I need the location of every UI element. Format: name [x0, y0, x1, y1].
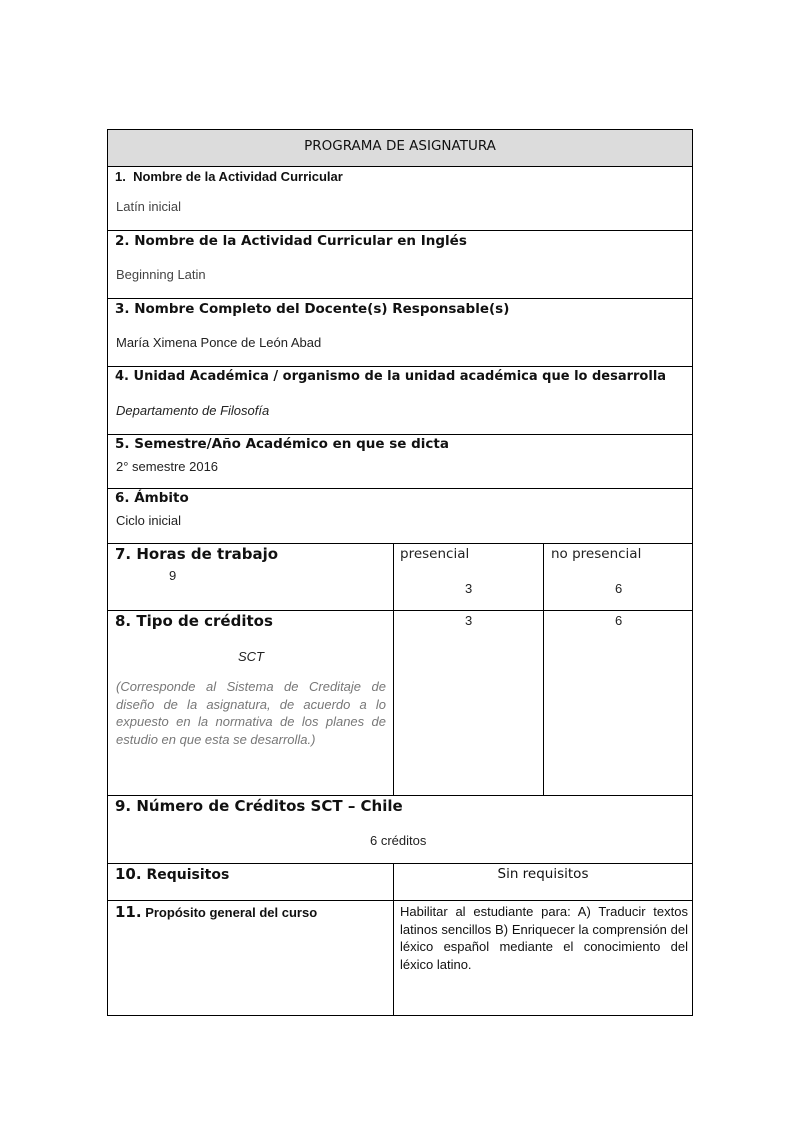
- section-number: 7.: [115, 545, 132, 563]
- section-label: Horas de trabajo: [136, 545, 279, 563]
- section-9-heading: [115, 797, 403, 815]
- section-6-value: Ciclo inicial: [116, 513, 182, 528]
- section-label: Nombre Completo del Docente(s) Responsable(s): [134, 301, 510, 317]
- section-1-heading: [115, 169, 343, 184]
- no-presencial-label: no presencial: [551, 546, 642, 562]
- section-8-col2-value: 3: [465, 613, 473, 628]
- section-3: [108, 299, 692, 367]
- section-2-value: Beginning Latin: [116, 267, 206, 282]
- section-8-main: [108, 611, 393, 795]
- section-number: 5.: [115, 436, 130, 452]
- section-label: Requisitos: [146, 867, 230, 883]
- section-label: Tipo de créditos: [136, 612, 273, 630]
- section-10-heading: [115, 865, 229, 883]
- section-8: [108, 611, 692, 796]
- no-presencial-cell: [543, 544, 692, 610]
- section-8-col3: [543, 611, 692, 795]
- section-7-heading: [115, 545, 278, 563]
- section-3-value: María Ximena Ponce de León Abad: [116, 335, 322, 350]
- section-11-value-cell: [393, 901, 692, 1016]
- section-9-value: 6 créditos: [370, 833, 427, 848]
- section-4: [108, 367, 692, 435]
- no-presencial-value: 6: [615, 581, 623, 596]
- section-3-heading: [115, 301, 509, 317]
- presencial-value: 3: [465, 581, 473, 596]
- section-10-value-cell: [393, 864, 692, 900]
- section-7-value: 9: [169, 568, 177, 583]
- section-label: Unidad Académica / organismo de la unidad académica que lo desarrolla: [133, 369, 667, 384]
- section-11-heading: [115, 903, 317, 921]
- section-label: Número de Créditos SCT – Chile: [136, 797, 403, 815]
- section-label: Propósito general del curso: [145, 905, 318, 920]
- section-1: [108, 167, 692, 231]
- table-header: [108, 130, 692, 167]
- section-10-value: Sin requisitos: [497, 866, 589, 882]
- section-5: [108, 435, 692, 489]
- section-11: [108, 901, 692, 1016]
- section-number: 10.: [115, 865, 142, 883]
- section-label: Semestre/Año Académico en que se dicta: [134, 436, 449, 452]
- section-number: 4.: [115, 369, 129, 384]
- section-7: [108, 544, 692, 611]
- section-8-value: SCT: [238, 649, 264, 664]
- section-11-main: [108, 901, 393, 1016]
- section-8-col2: [393, 611, 543, 795]
- section-5-value: 2° semestre 2016: [116, 459, 219, 474]
- section-4-heading: [115, 369, 666, 384]
- presencial-cell: [393, 544, 543, 610]
- section-2: [108, 231, 692, 299]
- section-label: Nombre de la Actividad Curricular: [133, 169, 343, 184]
- section-9: [108, 796, 692, 864]
- section-10-main: [108, 864, 393, 900]
- section-10: [108, 864, 692, 901]
- section-number: 2.: [115, 233, 130, 249]
- section-5-heading: [115, 436, 449, 452]
- section-8-heading: [115, 612, 273, 630]
- section-number: 3.: [115, 301, 130, 317]
- section-number: 11.: [115, 903, 142, 921]
- program-table: [107, 129, 693, 1016]
- section-8-note: (Corresponde al Sistema de Creditaje de diseño de la asignatura, de acuerdo a lo expuesto en la normativa de los planes de estudio en que esta se desarrolla.): [116, 679, 386, 747]
- section-11-value: Habilitar al estudiante para: A) Traducir textos latinos sencillos B) Enriquecer la comprensión del léxico español mediante el conocimiento del léxico latino.: [400, 904, 688, 972]
- section-label: Nombre de la Actividad Curricular en Inglés: [134, 233, 467, 249]
- section-6: [108, 489, 692, 544]
- section-4-value: Departamento de Filosofía: [116, 403, 270, 418]
- section-number: 1.: [115, 169, 126, 184]
- section-number: 8.: [115, 612, 132, 630]
- section-number: 9.: [115, 797, 132, 815]
- section-8-col3-value: 6: [615, 613, 623, 628]
- section-7-main: [108, 544, 393, 610]
- presencial-label: presencial: [400, 546, 470, 562]
- section-1-value: Latín inicial: [116, 199, 182, 214]
- section-6-heading: [115, 490, 189, 506]
- section-2-heading: [115, 233, 467, 249]
- section-number: 6.: [115, 490, 130, 506]
- page-title: PROGRAMA DE ASIGNATURA: [304, 138, 496, 154]
- section-label: Ámbito: [134, 490, 189, 506]
